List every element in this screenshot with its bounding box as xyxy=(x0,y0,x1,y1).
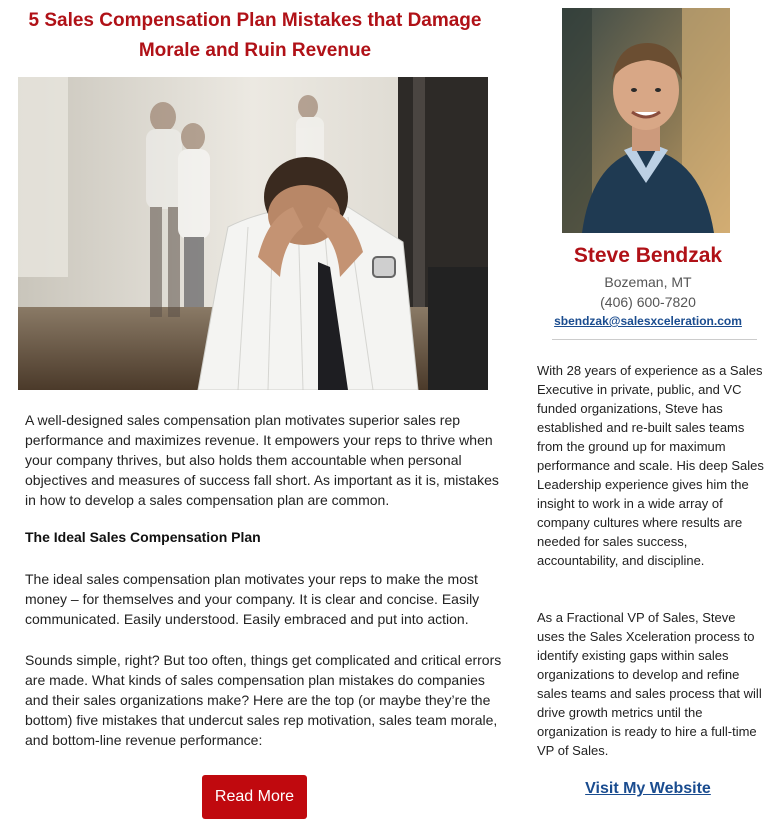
stressed-businessman-illustration xyxy=(18,77,488,390)
profile-bio-paragraph-2: As a Fractional VP of Sales, Steve uses the Sales Xceleration process to identify existing gaps within sales organizations to develop and refine sales teams and sales process that will drive growth metrics until the organization is ready to hire a full-time VP of Sales. xyxy=(537,610,762,758)
profile-name: Steve Bendzak xyxy=(573,244,723,267)
profile-email-link[interactable]: sbendzak@salesxceleration.com xyxy=(554,314,742,328)
visit-website-link[interactable]: Visit My Website xyxy=(585,780,711,797)
article-hero-image xyxy=(18,77,488,390)
article-subheading: The Ideal Sales Compensation Plan xyxy=(25,529,261,545)
profile-photo xyxy=(562,8,730,233)
profile-location: Bozeman, MT xyxy=(604,274,692,290)
read-more-button[interactable]: Read More xyxy=(202,775,307,819)
article-paragraph-ideal-plan: The ideal sales compensation plan motivates your reps to make the most money – for themselves and your company. It is clear and concise. Easily communicated. Easily understood. Easily embraced and put into action. xyxy=(25,571,480,627)
profile-divider xyxy=(552,339,757,340)
profile-phone: (406) 600-7820 xyxy=(600,294,696,310)
profile-bio-paragraph-1: With 28 years of experience as a Sales Executive in private, public, and VC funded organizations, Steve has established and re-built sales teams from the ground up for maximum performance and scale. His deep Sales Leadership experience gives him the insight to work in a wide array of company cultures where results are needed for sales success, accountability, and discipline. xyxy=(537,363,764,568)
article-paragraph-mistakes: Sounds simple, right? But too often, things get complicated and critical errors are made. What kinds of sales compensation plan mistakes do companies and their sales organizations make? Here are the top (or maybe they’re the bottom) five mistakes that undercut sales rep motivation, sales team morale, and bottom-line revenue performance: xyxy=(25,652,502,748)
profile-portrait-illustration xyxy=(562,8,730,233)
article-intro-paragraph: A well-designed sales compensation plan motivates superior sales rep performance and maximizes revenue. It empowers your reps to thrive when your company thrives, but also holds them accountable when personal objectives and measures of success fall short. As important as it is, mistakes in how to develop a sales compensation plan are common. xyxy=(25,412,499,508)
article-title: 5 Sales Compensation Plan Mistakes that Damage Morale and Ruin Revenue xyxy=(28,10,482,61)
